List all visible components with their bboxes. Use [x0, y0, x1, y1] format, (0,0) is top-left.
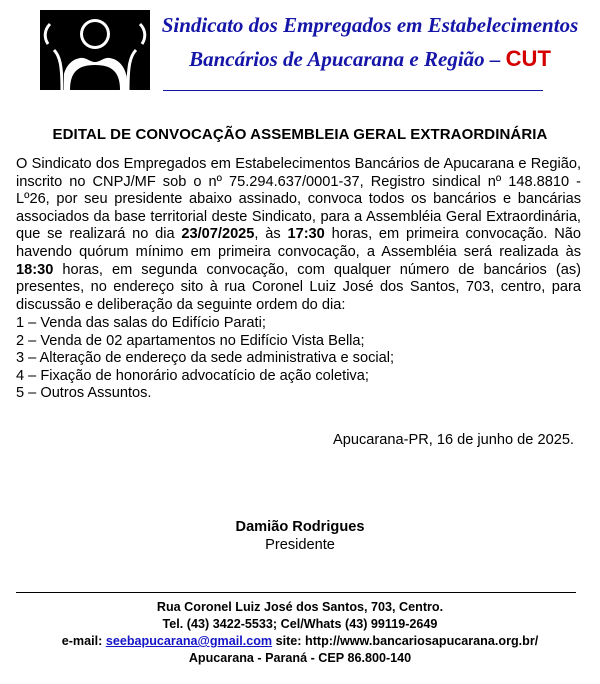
footer-phones: Tel. (43) 3422-5533; Cel/Whats (43) 99119-2649 [162, 617, 438, 631]
second-call-time: 18:30 [16, 261, 54, 278]
agenda-item: 2 – Venda de 02 apartamentos no Edifício Vista Bella; [16, 332, 365, 349]
signatory-role: Presidente [265, 537, 335, 553]
footer-site[interactable]: site: http://www.bancariosapucarana.org.br/ [272, 634, 539, 648]
agenda-list [16, 315, 581, 403]
union-people-logo-icon [40, 10, 150, 90]
notice-body [16, 156, 581, 314]
footer-contact [0, 634, 600, 648]
agenda-item: 1 – Venda das salas do Edifício Parati; [16, 315, 266, 331]
footer-city: Apucarana - Paraná - CEP 86.800-140 [188, 651, 412, 665]
header-divider [163, 90, 543, 91]
meeting-date: 23/07/2025 [181, 226, 255, 243]
agenda-item: 3 – Alteração de endereço da sede administrativa e social; [16, 350, 395, 367]
footer-email-link[interactable]: seebapucarana@gmail.com [105, 634, 273, 648]
notice-text-4: horas, em segunda convocação, com qualquer número de bancários (as) presentes, no endereço sito à rua Coronel Luiz José dos Santos, 703, centro, para discussão e deliberação da seguinte ordem do dia: [16, 261, 581, 313]
header-title-line2-text: Bancários de Apucarana e Região – [189, 47, 501, 71]
footer-address: Rua Coronel Luiz José dos Santos, 703, Centro. [156, 600, 444, 614]
agenda-item: 5 – Outros Assuntos. [16, 385, 152, 402]
notice-paragraph [16, 156, 581, 314]
date-place: Apucarana-PR, 16 de junho de 2025. [333, 432, 574, 448]
header-title-line1: Sindicato dos Empregados em Estabelecimentos [161, 13, 579, 37]
agenda-item: 4 – Fixação de honorário advocatício de ação coletiva; [16, 367, 369, 384]
signatory-name: Damião Rodrigues [235, 519, 365, 535]
footer-email-label: e-mail: [61, 634, 106, 648]
header-title-line2 [160, 46, 580, 72]
footer-divider [16, 592, 576, 593]
cut-label: CUT [505, 46, 551, 71]
first-call-time: 17:30 [287, 226, 325, 243]
notice-text-3: horas, em primeira convocação. Não havendo quórum mínimo em primeira convocação, a Assembléia será realizada às [16, 226, 581, 260]
notice-text-2: , às [254, 226, 288, 243]
document-title: EDITAL DE CONVOCAÇÃO ASSEMBLEIA GERAL EXTRAORDINÁRIA [52, 126, 548, 143]
notice-text-1: O Sindicato dos Empregados em Estabelecimentos Bancários de Apucarana e Região, inscrito no CNPJ/MF sob o nº 75.294.637/0001-37, Registro sindical nº 148.8810 - Lº26, por seu presidente abaixo assinado, convoca todos os bancários e bancárias associados da base territorial deste Sindicato, para a Assembléia Geral Extraordinária, que se realizará no dia [16, 156, 581, 243]
